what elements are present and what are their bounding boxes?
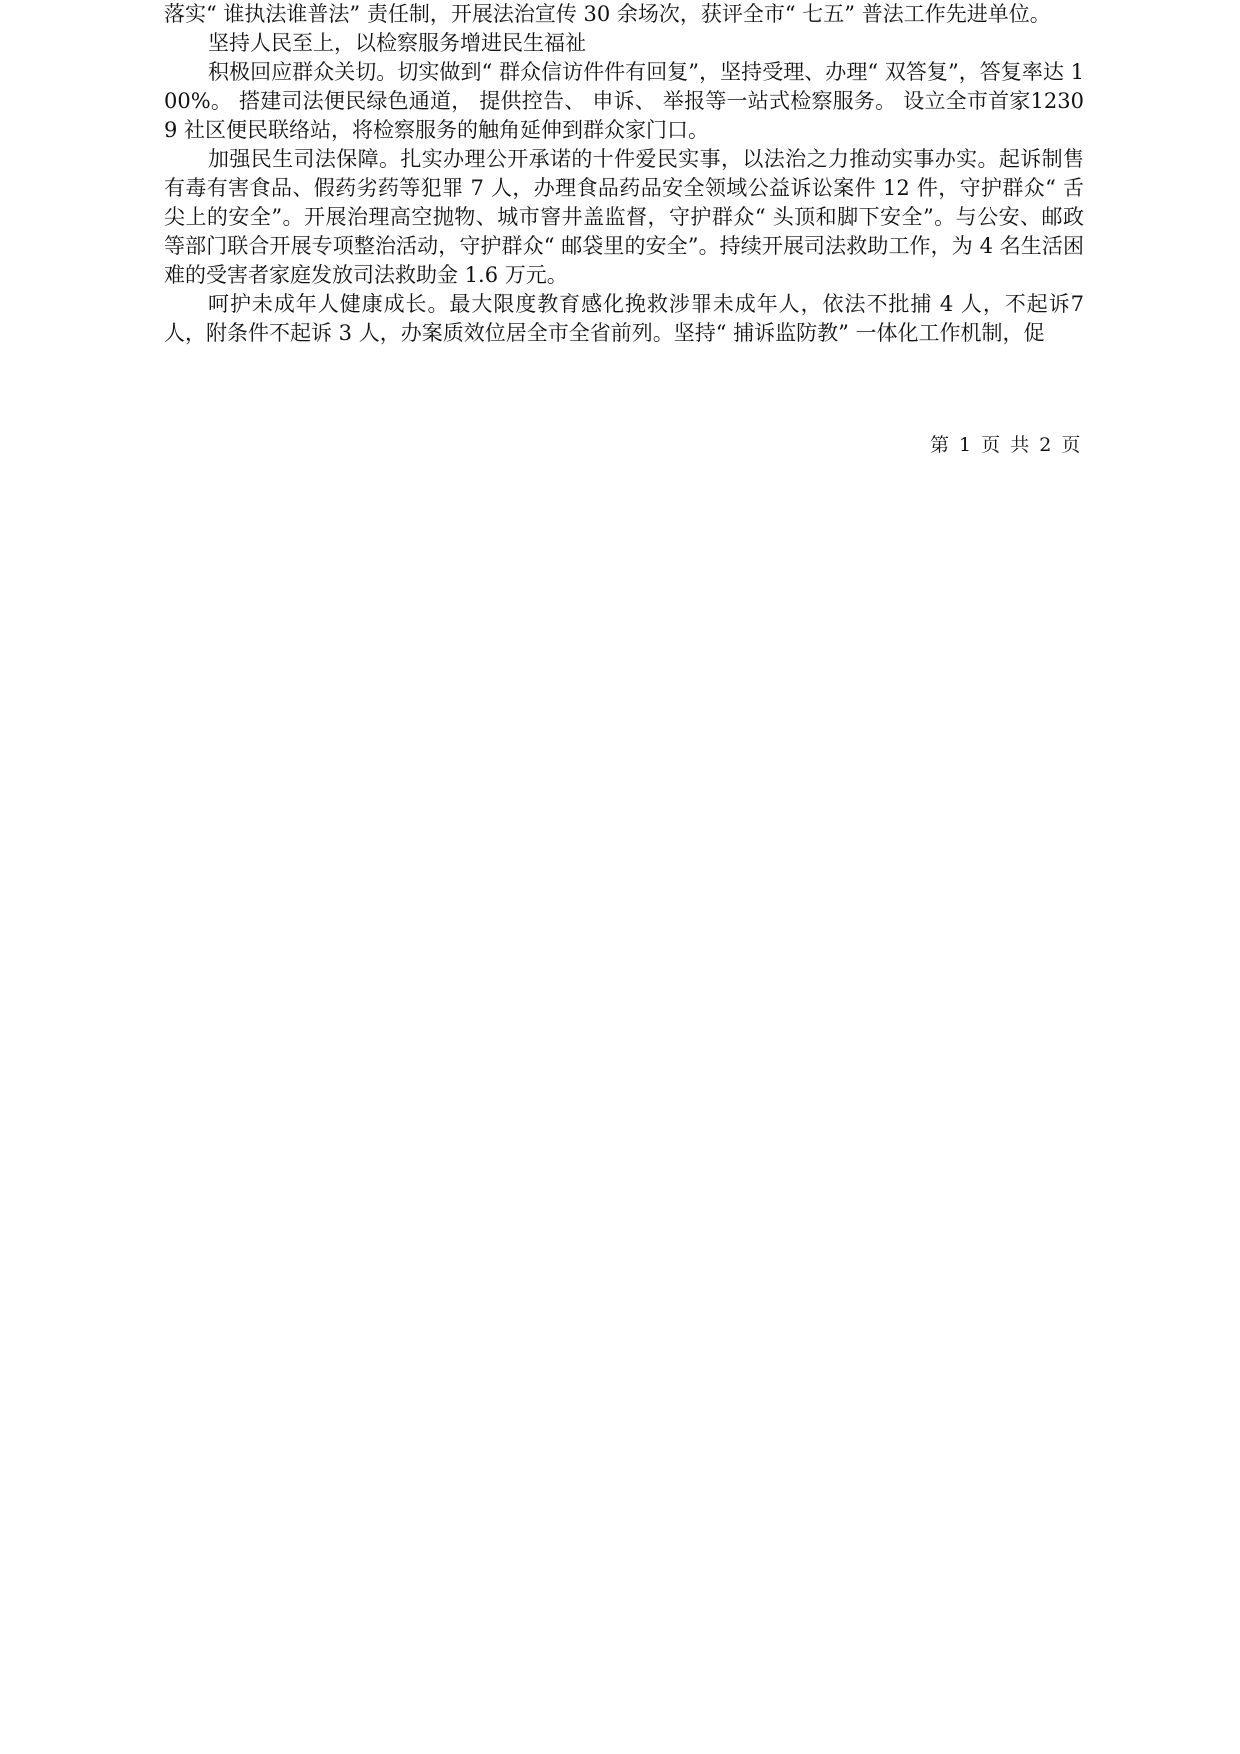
page-number-footer: 第 1 页 共 2 页 xyxy=(930,434,1083,456)
section-heading: 坚持人民至上，以检察服务增进民生福祉 xyxy=(208,31,586,55)
paragraph-public-concerns: 积极回应群众关切。切实做到“ 群众信访件件有回复”，坚持受理、办理“ 双答复”，答复率达 100%。 搭建司法便民绿色通道， 提供控告、 申诉、 举报等一站式检察服务。 设立全市首家12309 社区便民联络站，将检察服务的触角延伸到群众家门口。 xyxy=(164,60,1084,142)
paragraph-continuation: 落实“ 谁执法谁普法” 责任制，开展法治宣传 30 余场次，获评全市“ 七五” 普法工作先进单位。 xyxy=(164,2,1051,26)
paragraph-livelihood-protection: 加强民生司法保障。扎实办理公开承诺的十件爱民实事，以法治之力推动实事办实。起诉制售有毒有害食品、假药劣药等犯罪 7 人，办理食品药品安全领域公益诉讼案件 12 件，守护群众“ 舌尖上的安全”。开展治理高空抛物、城市窨井盖监督，守护群众“ 头顶和脚下安全”。与公安、邮政等部门联合开展专项整治活动，守护群众“ 邮袋里的安全”。持续开展司法救助工作，为 4 名生活困难的受害者家庭发放司法救助金 1.6 万元。 xyxy=(164,147,1084,287)
document-body xyxy=(164,0,1084,348)
paragraph-minors-protection: 呵护未成年人健康成长。最大限度教育感化挽救涉罪未成年人，依法不批捕 4 人，不起诉7 人，附条件不起诉 3 人，办案质效位居全市全省前列。坚持“ 捕诉监防教” 一体化工作机制，促 xyxy=(164,292,1084,345)
